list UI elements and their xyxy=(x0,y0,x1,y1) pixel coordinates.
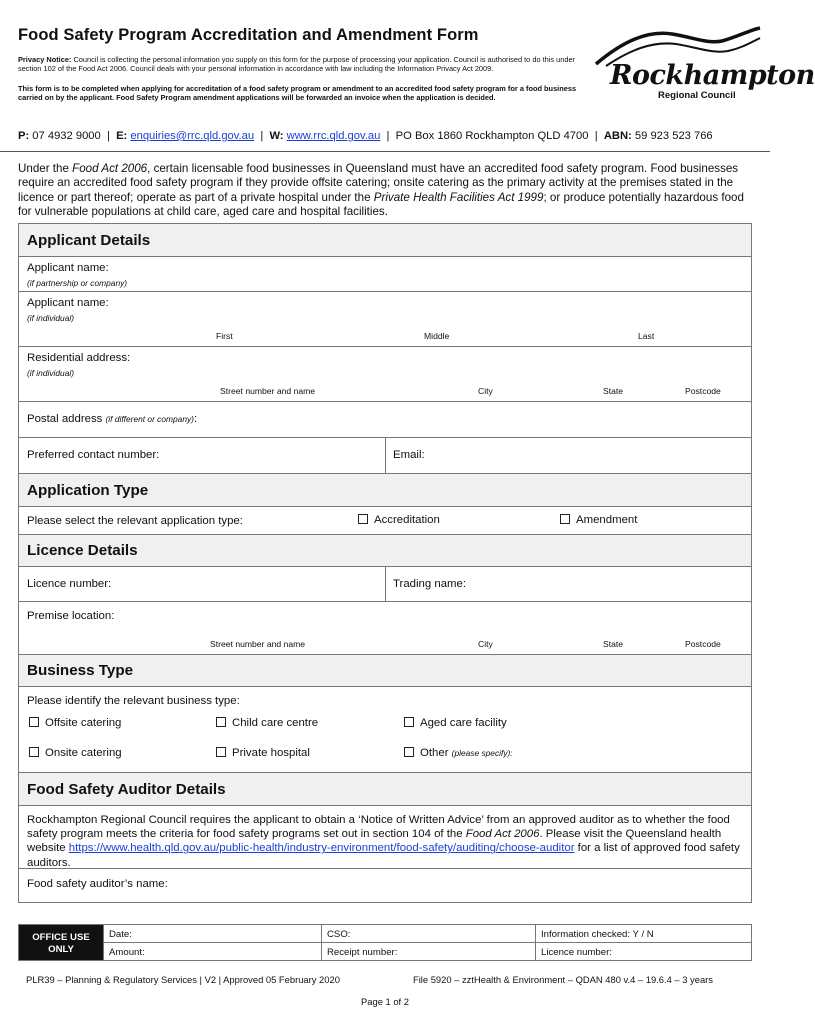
section-licence-details: Licence Details xyxy=(19,535,751,567)
auditor-paragraph xyxy=(27,813,742,870)
field-hint: (if partnership or company) xyxy=(27,278,128,288)
separator: | xyxy=(106,130,110,142)
checkbox-icon xyxy=(216,747,226,757)
intro-text: , certain licensable food businesses in Queensland must have an accredited food safety program. Food businesses require an accredited food safety program if they provide offsite catering; onsite catering as the primary activity at the premises stated in the licence or part thereof; operate as part of a private hospital under the xyxy=(18,162,739,204)
office-use-panel xyxy=(18,924,752,961)
applicant-individual-name-field[interactable] xyxy=(19,292,751,347)
street-caption: Street number and name xyxy=(210,639,306,649)
privacy-text: Council is collecting the personal information you supply on this form for the purpose of processing your application. Council is authorised to do this under section 102 of the Food Act 2006. Council deals with your personal information in accordance with law including the Information Privacy Act 2009. xyxy=(18,55,576,74)
premise-location-field[interactable] xyxy=(19,602,751,655)
intro-paragraph xyxy=(18,162,756,220)
auditor-info-row xyxy=(19,806,751,869)
logo-subtitle: Regional Council xyxy=(658,90,736,101)
last-name-caption: Last xyxy=(638,331,655,341)
office-cso-label: CSO: xyxy=(327,929,351,940)
checkbox-label: Offsite catering xyxy=(45,717,122,729)
checkbox-label: Amendment xyxy=(576,514,638,526)
abn-number: 59 923 523 766 xyxy=(634,130,713,142)
form-header xyxy=(18,26,598,103)
other-checkbox[interactable] xyxy=(404,747,513,759)
section-food-safety-auditor: Food Safety Auditor Details xyxy=(19,773,751,806)
contact-number-label: Preferred contact number: xyxy=(27,449,160,461)
office-divider xyxy=(103,925,104,960)
aged-care-facility-checkbox[interactable] xyxy=(404,717,507,729)
business-type-prompt: Please identify the relevant business type: xyxy=(27,695,240,707)
field-label: Residential address: xyxy=(27,352,131,364)
act-reference: Private Health Facilities Act 1999 xyxy=(373,190,544,204)
checkbox-label: Aged care facility xyxy=(420,717,507,729)
checkbox-icon xyxy=(29,717,39,727)
logo-wordmark: Rockhampton xyxy=(610,60,815,91)
phone-number: 07 4932 9000 xyxy=(32,130,101,142)
email-field-label: Email: xyxy=(393,449,425,461)
state-caption: State xyxy=(603,639,624,649)
offsite-catering-checkbox[interactable] xyxy=(29,717,121,729)
postal-address-field[interactable] xyxy=(19,402,751,438)
section-application-type: Application Type xyxy=(19,474,751,507)
checkbox-icon xyxy=(29,747,39,757)
application-type-prompt: Please select the relevant application type: xyxy=(27,515,243,527)
checkbox-icon xyxy=(404,747,414,757)
field-hint: (if individual) xyxy=(27,368,75,378)
state-caption: State xyxy=(603,386,624,396)
contact-line xyxy=(18,130,713,142)
field-hint: (if different or company) xyxy=(105,414,194,424)
application-form xyxy=(18,223,752,903)
postcode-caption: Postcode xyxy=(685,639,721,649)
first-name-caption: First xyxy=(216,331,233,341)
page-title: Food Safety Program Accreditation and Amendment Form xyxy=(18,26,479,44)
separator: | xyxy=(594,130,598,142)
field-divider xyxy=(385,438,386,473)
separator: | xyxy=(386,130,390,142)
checkbox-label: Child care centre xyxy=(232,717,319,729)
office-use-tag: OFFICE USE ONLY xyxy=(19,925,103,960)
field-label: Applicant name: xyxy=(27,297,109,309)
auditor-text: . Please visit the Queensland health website xyxy=(27,828,722,855)
page-number: Page 1 of 2 xyxy=(361,996,409,1007)
business-type-row xyxy=(19,687,751,773)
privacy-notice xyxy=(18,55,593,74)
council-logo xyxy=(592,24,815,104)
office-divider xyxy=(321,925,322,960)
footer-file-ref: File 5920 – zztHealth & Environment – QDAN 480 v.4 – 19.6.4 – 3 years xyxy=(413,974,713,985)
website-link[interactable]: www.rrc.qld.gov.au xyxy=(286,130,381,142)
middle-name-caption: Middle xyxy=(424,331,450,341)
section-business-type: Business Type xyxy=(19,655,751,687)
po-box: PO Box 1860 Rockhampton QLD 4700 xyxy=(395,130,589,142)
intro-text: Under the xyxy=(18,162,73,175)
email-link[interactable]: enquiries@rrc.qld.gov.au xyxy=(130,130,255,142)
checkbox-icon xyxy=(560,514,570,524)
checkbox-icon xyxy=(358,514,368,524)
application-type-row xyxy=(19,507,751,535)
applicant-company-name-field[interactable] xyxy=(19,257,751,292)
office-licence-label: Licence number: xyxy=(541,947,612,958)
section-applicant-details: Applicant Details xyxy=(19,224,751,257)
field-label: Food safety auditor’s name: xyxy=(27,878,168,890)
abn-label: ABN: xyxy=(603,130,632,142)
office-receipt-label: Receipt number: xyxy=(327,947,398,958)
phone-label: P: xyxy=(18,130,30,142)
private-hospital-checkbox[interactable] xyxy=(216,747,310,759)
footer-document-ref: PLR39 – Planning & Regulatory Services | V2 | Approved 05 February 2020 xyxy=(26,974,340,985)
licence-number-label: Licence number: xyxy=(27,578,112,590)
office-amount-label: Amount: xyxy=(109,947,145,958)
act-reference: Food Act 2006 xyxy=(72,162,148,175)
auditor-name-field[interactable] xyxy=(19,869,751,902)
auditor-text: for a list of approved food safety auditors. xyxy=(27,842,740,869)
auditor-list-link[interactable]: https://www.health.qld.gov.au/public-health/industry-environment/food-safety/auditing/choose-auditor xyxy=(68,842,575,855)
field-label: Applicant name: xyxy=(27,262,109,274)
checkbox-label: Private hospital xyxy=(232,747,310,759)
checkbox-icon xyxy=(404,717,414,727)
trading-name-label: Trading name: xyxy=(393,578,467,590)
city-caption: City xyxy=(478,386,493,396)
postal-colon: : xyxy=(193,413,198,425)
privacy-label: Privacy Notice: xyxy=(18,55,72,64)
office-date-label: Date: xyxy=(109,929,132,940)
act-reference: Food Act 2006 xyxy=(465,828,540,841)
checkbox-icon xyxy=(216,717,226,727)
field-hint: (if individual) xyxy=(27,313,75,323)
field-label: Premise location: xyxy=(27,610,115,622)
postcode-caption: Postcode xyxy=(685,386,721,396)
street-caption: Street number and name xyxy=(220,386,316,396)
checkbox-label: Other xyxy=(420,747,452,759)
residential-address-field[interactable] xyxy=(19,347,751,402)
contact-row xyxy=(19,438,751,474)
licence-row xyxy=(19,567,751,602)
email-label: E: xyxy=(116,130,128,142)
checkbox-label: Accreditation xyxy=(374,514,440,526)
office-divider xyxy=(535,925,536,960)
field-hint: (please specify): xyxy=(451,748,513,758)
child-care-centre-checkbox[interactable] xyxy=(216,717,318,729)
intro-text: ; or produce potentially hazardous food for vulnerable populations at child care, aged care and hospital facilities. xyxy=(18,190,744,219)
onsite-catering-checkbox[interactable] xyxy=(29,747,122,759)
auditor-text: Rockhampton Regional Council requires the applicant to obtain a ‘Notice of Written Advice’ from an approved auditor as to whether the food safety program meets the criteria for food safety programs set out in section 104 of the xyxy=(27,814,730,841)
amendment-checkbox[interactable] xyxy=(560,514,637,526)
accreditation-checkbox[interactable] xyxy=(358,514,440,526)
office-divider xyxy=(103,942,751,943)
completion-notice: This form is to be completed when applying for accreditation of a food safety program or amendment to an accredited food safety program for a food business carried on by the applicant. Food Safety Program amendment applications will be forwarded an invoice when the application is decided. xyxy=(18,83,577,103)
postal-label: Postal address xyxy=(27,413,106,425)
header-divider xyxy=(0,151,770,152)
office-info-checked-label: Information checked: Y / N xyxy=(541,929,654,940)
field-divider xyxy=(385,567,386,601)
field-label xyxy=(27,413,197,425)
web-label: W: xyxy=(269,130,284,142)
separator: | xyxy=(260,130,264,142)
checkbox-label: Onsite catering xyxy=(45,747,122,759)
city-caption: City xyxy=(478,639,493,649)
